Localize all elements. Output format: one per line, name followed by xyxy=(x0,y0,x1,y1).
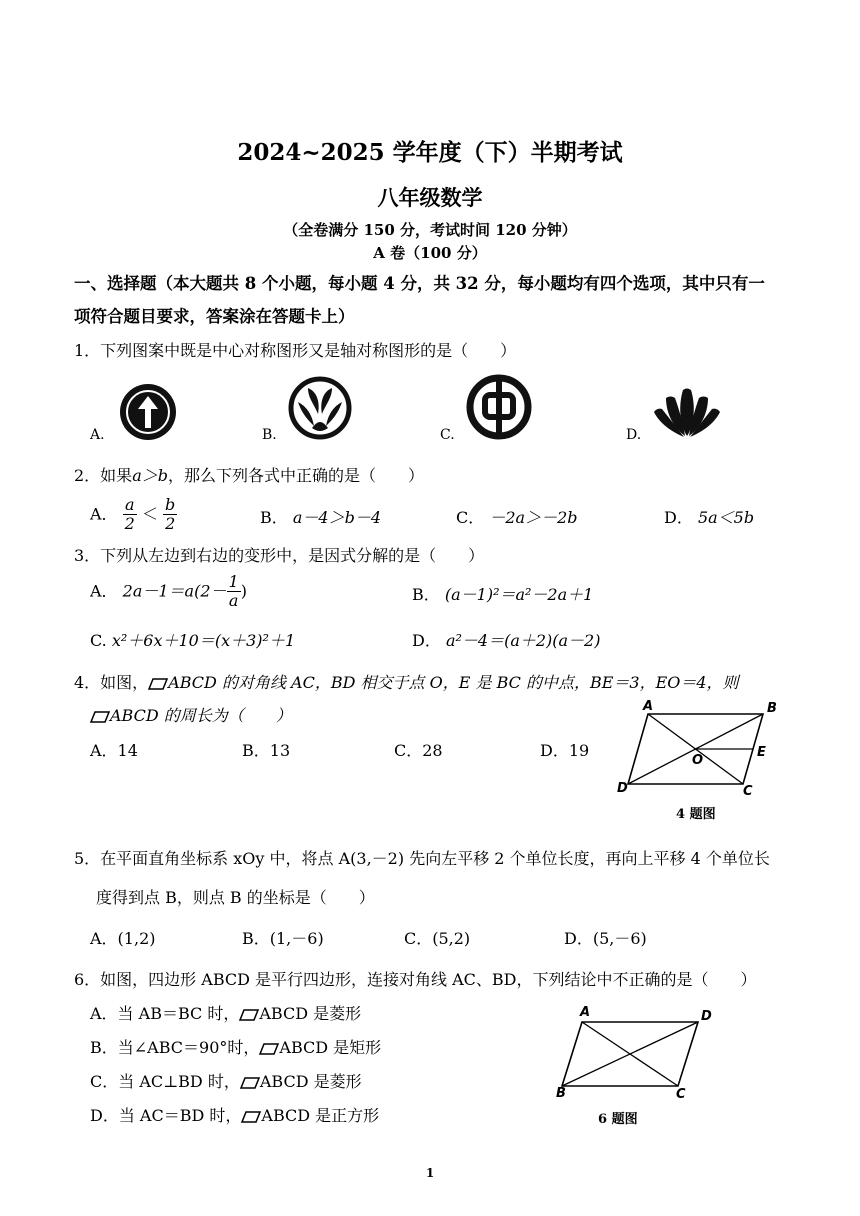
q6-option-d-post: ABCD 是正方形 xyxy=(261,1106,380,1125)
question-6-stem: 6．如图，四边形 ABCD 是平行四边形，连接对角线 AC、BD，下列结论中不正确的是（ ） xyxy=(74,970,757,989)
diagonal-bd xyxy=(562,1022,698,1086)
q3-option-a-label: A． xyxy=(90,581,118,601)
q2-stem-post: ，那么下列各式中正确的是（ ） xyxy=(167,466,424,485)
frac-numerator: b xyxy=(165,495,176,514)
q4-stem-text-2: ABCD 的周长为（ ） xyxy=(110,706,292,725)
q5-option-d[interactable]: D．(5,－6) xyxy=(564,929,647,948)
q3-option-b[interactable] xyxy=(412,582,593,605)
exam-info: （全卷满分 150 分，考试时间 120 分钟） xyxy=(283,221,577,239)
frac-denominator: a xyxy=(228,591,239,611)
question-2-stem xyxy=(74,463,424,486)
q3-option-d-expr: a²－4＝(a＋2)(a－2) xyxy=(445,631,601,650)
bank-of-china-logo-icon xyxy=(468,376,530,438)
q1-label-d: D. xyxy=(626,427,642,443)
q1-label-b: B. xyxy=(262,427,277,443)
q1-label-a: A. xyxy=(90,427,105,443)
dongfeng-swirl-logo-icon xyxy=(288,376,352,440)
parallelogram-icon xyxy=(148,678,168,690)
parallelogram-icon xyxy=(239,1009,259,1021)
q6-option-c[interactable] xyxy=(90,1069,362,1092)
part-title: A 卷（100 分） xyxy=(373,244,487,262)
q2-a-fraction-2 xyxy=(163,496,177,534)
q6-option-b-post: ABCD 是矩形 xyxy=(279,1038,382,1057)
q3-a-fraction xyxy=(227,573,241,611)
fig6-label-c: C xyxy=(676,1087,686,1102)
q2-a-operator: ＜ xyxy=(141,504,158,524)
q6-option-b[interactable] xyxy=(90,1035,381,1058)
q2-option-c-label: C． xyxy=(456,508,485,527)
parallelogram-icon xyxy=(259,1043,279,1055)
q3-a-expr-pre: 2a－1＝a(2－ xyxy=(122,581,227,601)
frac-denominator: 2 xyxy=(124,514,135,534)
q1-label-c: C. xyxy=(440,427,455,443)
fig4-label-d: D xyxy=(617,781,628,796)
frac-denominator: 2 xyxy=(165,514,176,534)
frac-numerator: 1 xyxy=(228,572,239,591)
q2-option-a-label: A． xyxy=(90,504,118,524)
q4-option-d[interactable]: D．19 xyxy=(540,741,590,760)
q6-option-a[interactable] xyxy=(90,1001,361,1024)
q5-option-a[interactable]: A．(1,2) xyxy=(90,929,156,948)
huawei-petal-logo-icon xyxy=(650,386,724,438)
question-1-stem: 1．下列图案中既是中心对称图形又是轴对称图形的是（ ） xyxy=(74,341,517,360)
fig6-label-d: D xyxy=(701,1009,712,1024)
fig4-label-o: O xyxy=(692,753,704,768)
q3-option-b-expr: (a－1)²＝a²－2a＋1 xyxy=(444,585,594,604)
q5-option-b[interactable]: B．(1,－6) xyxy=(242,929,324,948)
q3-option-d[interactable] xyxy=(412,628,600,651)
subject-title: 八年级数学 xyxy=(377,185,483,210)
exam-title: 2024~2025 学年度（下）半期考试 xyxy=(237,139,623,166)
q2-stem-pre: 2．如果 xyxy=(74,466,133,485)
q6-option-d[interactable] xyxy=(90,1103,379,1126)
fig4-label-e: E xyxy=(757,745,766,760)
q6-option-c-pre: C．当 AC⊥BD 时， xyxy=(90,1072,240,1091)
fig6-label-b: B xyxy=(556,1086,566,1101)
question-4-stem-line2 xyxy=(90,703,292,726)
section-heading-line1: 一、选择题（本大题共 8 个小题，每小题 4 分，共 32 分，每小题均有四个选项，其中只有一 xyxy=(74,274,765,293)
q3-a-expr-post: ) xyxy=(240,581,247,601)
q2-option-b-expr: a－4＞b－4 xyxy=(292,508,382,527)
section-heading-line2: 项符合题目要求，答案涂在答题卡上） xyxy=(74,307,355,326)
q6-option-a-post: ABCD 是菱形 xyxy=(259,1004,362,1023)
up-arrow-circle-logo-icon xyxy=(118,382,178,442)
q4-figure-caption: 4 题图 xyxy=(676,807,716,822)
q2-option-b-label: B． xyxy=(260,508,288,527)
question-4-stem-line1 xyxy=(74,670,739,693)
q6-parallelogram-figure xyxy=(548,1002,723,1102)
q4-stem-pre: 4．如图， xyxy=(74,673,149,692)
parallelogram-icon xyxy=(241,1111,261,1123)
fig6-label-a: A xyxy=(580,1005,591,1020)
q2-option-b[interactable] xyxy=(260,505,381,528)
q4-parallelogram-figure xyxy=(615,700,790,800)
q3-option-c-expr: x²＋6x＋10＝(x＋3)²＋1 xyxy=(111,631,296,650)
q6-option-b-pre: B．当∠ABC＝90°时， xyxy=(90,1038,260,1057)
question-3-stem: 3．下列从左边到右边的变形中，是因式分解的是（ ） xyxy=(74,546,485,565)
q2-option-a[interactable] xyxy=(90,496,177,534)
q6-figure-caption: 6 题图 xyxy=(598,1112,638,1127)
q4-option-a[interactable]: A．14 xyxy=(90,741,138,760)
frac-numerator: a xyxy=(123,496,137,515)
q3-option-d-label: D． xyxy=(412,631,441,650)
fig4-label-b: B xyxy=(767,701,777,716)
question-5-stem-line1: 5．在平面直角坐标系 xOy 中，将点 A(3,－2) 先向左平移 2 个单位长度，再向上平移 4 个单位长 xyxy=(74,849,770,868)
q2-option-d[interactable] xyxy=(664,505,754,528)
parallelogram-icon xyxy=(90,711,110,723)
q4-stem-text: ABCD 的对角线 AC，BD 相交于点 O，E 是 BC 的中点，BE＝3，EO＝4，则 xyxy=(168,673,739,692)
q3-option-c[interactable] xyxy=(90,628,295,651)
q2-option-d-label: D． xyxy=(664,508,693,527)
q2-condition: a＞b xyxy=(132,466,168,485)
q3-option-a[interactable] xyxy=(90,573,247,611)
q5-option-c[interactable]: C．(5,2) xyxy=(404,929,471,948)
q3-option-c-label: C. xyxy=(90,631,107,650)
q6-option-d-pre: D．当 AC＝BD 时， xyxy=(90,1106,242,1125)
q2-a-fraction-1 xyxy=(123,496,137,534)
q2-option-d-expr: 5a＜5b xyxy=(697,508,755,527)
q2-option-c[interactable] xyxy=(456,505,578,528)
q3-option-b-label: B． xyxy=(412,585,440,604)
fig4-label-c: C xyxy=(743,784,753,799)
fig4-label-a: A xyxy=(643,699,654,714)
q2-option-c-expr: －2a＞－2b xyxy=(489,508,578,527)
q6-option-a-pre: A．当 AB＝BC 时， xyxy=(90,1004,240,1023)
page-number: 1 xyxy=(425,1166,435,1180)
question-5-stem-line2: 度得到点 B，则点 B 的坐标是（ ） xyxy=(96,888,375,907)
parallelogram-icon xyxy=(240,1077,260,1089)
q4-option-b[interactable]: B．13 xyxy=(242,741,291,760)
q4-option-c[interactable]: C．28 xyxy=(394,741,443,760)
q6-option-c-post: ABCD 是菱形 xyxy=(259,1072,362,1091)
